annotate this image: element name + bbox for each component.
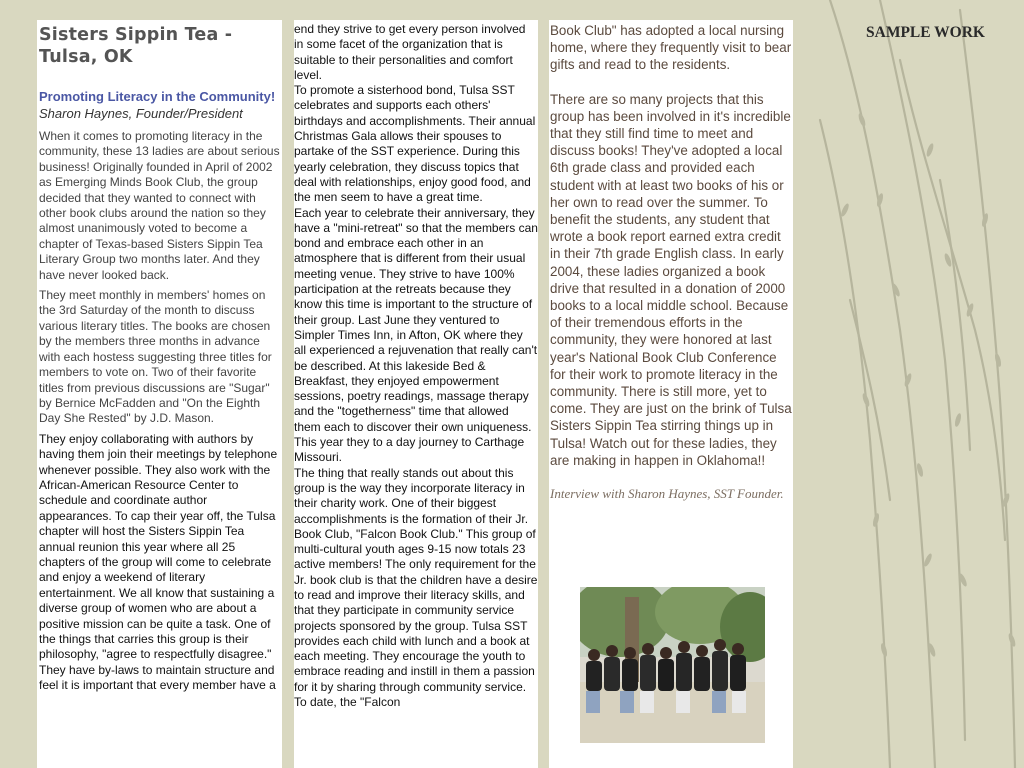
article-column-3 xyxy=(549,20,793,768)
paragraph: The thing that really stands out about this group is the way they incorporate literacy in their charity work. One of their biggest accomplishments is the formation of their Jr. Book Club, "Falcon Book Club." This group of multi-cultural youth ages 9-15 now totals 23 active members! The only requirement for the Jr. book club is that the children have a desire to read and improve their literacy skills, and that they participate in community service projects sponsored by the group. Tulsa SST provides each child with lunch and a book at each meeting. They encourage the youth to embrace reading and instill in them a passion for it by sharing through community service. To date, the "Falcon xyxy=(294,465,538,710)
paragraph: Book Club" has adopted a local nursing home, where they frequently visit to bear gifts and read to the residents. xyxy=(550,23,792,73)
paragraph: When it comes to promoting literacy in the community, these 13 ladies are about serious business! Originally founded in April of 2002 as Emerging Minds Book Club, the group decided that they wanted to connect with other book clubs around the nation so they almost unanimously voted to become a chapter of Texas-based Sisters Sippin Tea Literary Group two months later. And they have never looked back. xyxy=(39,129,280,282)
article-subheading: Promoting Literacy in the Community! xyxy=(39,89,276,104)
paragraph: They enjoy collaborating with authors by having them join their meetings by telephone whenever possible. They also work with the African-American Resource Center to schedule and coordinate author appearances. To cap their year off, the Tulsa chapter will host the Sisters Sippin Tea annual reunion this year where all 25 chapters of the group will come to celebrate and enjoy a weekend of literary entertainment. We all know that sustaining a diverse group of women who are about a positive mission can be quite a task. One of the things that carries this group is their philosophy, "agree to respectfully disagree." They have by-laws to maintain structure and feel it is important that every member have a xyxy=(39,431,278,693)
paragraph: They meet monthly in members' homes on the 3rd Saturday of the month to discuss various literary titles. The books are chosen by the members three months in advance with each hostess suggesting three titles for members to vote on. Two of their favorite titles from previous discussions are "Sugar" by Bernice McFadden and "On the Eighth Day She Rested" by J.D. Mason. xyxy=(39,288,272,426)
paragraph: To promote a sisterhood bond, Tulsa SST celebrates and supports each others' birthdays and accomplishments. Their annual Christmas Gala allows their spouses to partake of the SST experience. During this yearly celebration, they discuss topics that deal with relationships, enjoy good food, and the men seem to have a great time. xyxy=(294,83,536,205)
paragraph: Each year to celebrate their anniversary, they have a "mini-retreat" so that the members can bond and embrace each other in an atmosphere that is different from their usual meeting venue. They strive to have 100% participation at the retreats because they know this time is important to the structure of their group. Last June they ventured to Simpler Times Inn, in Afton, OK where they all experienced a rejuvenation that really can't be described. At this lakeside Bed & Breakfast, they enjoyed empowerment sessions, poetry readings, massage therapy and the "togetherness" time that allowed them each to discover their own uniqueness. This year they to a day journey to Carthage Missouri. xyxy=(294,205,538,465)
paragraph: end they strive to get every person involved in some facet of the organization that is suitable to their personalities and comfort level. xyxy=(294,22,526,82)
article-byline: Sharon Haynes, Founder/President xyxy=(39,106,243,121)
group-photo xyxy=(580,587,765,743)
article-column-2 xyxy=(294,20,538,768)
sample-work-label: SAMPLE WORK xyxy=(866,24,985,41)
paragraph: There are so many projects that this group has been involved in it's incredible that they still find time to meet and discuss books! They've adopted a local 6th grade class and provided each student with at least two books of his or her own to read over the summer. To benefit the students, any student that wrote a book report earned extra credit in their 7th grade English class. In early 2004, these ladies organized a book drive that resulted in a donation of 2000 books to a local middle school. Because of their tremendous efforts in the community, they were honored at last year's National Book Club Conference for their work to promote literacy in the community. There is still more, yet to come. They are just on the brink of Tulsa Sisters Sippin Tea stirring things up in Tulsa! Watch out for these ladies, they are making in happen in Oklahoma!! xyxy=(550,91,792,468)
article-column-1 xyxy=(37,20,282,768)
article-title: Sisters Sippin Tea - Tulsa, OK xyxy=(39,25,233,67)
interview-credit: Interview with Sharon Haynes, SST Founder. xyxy=(550,486,784,502)
